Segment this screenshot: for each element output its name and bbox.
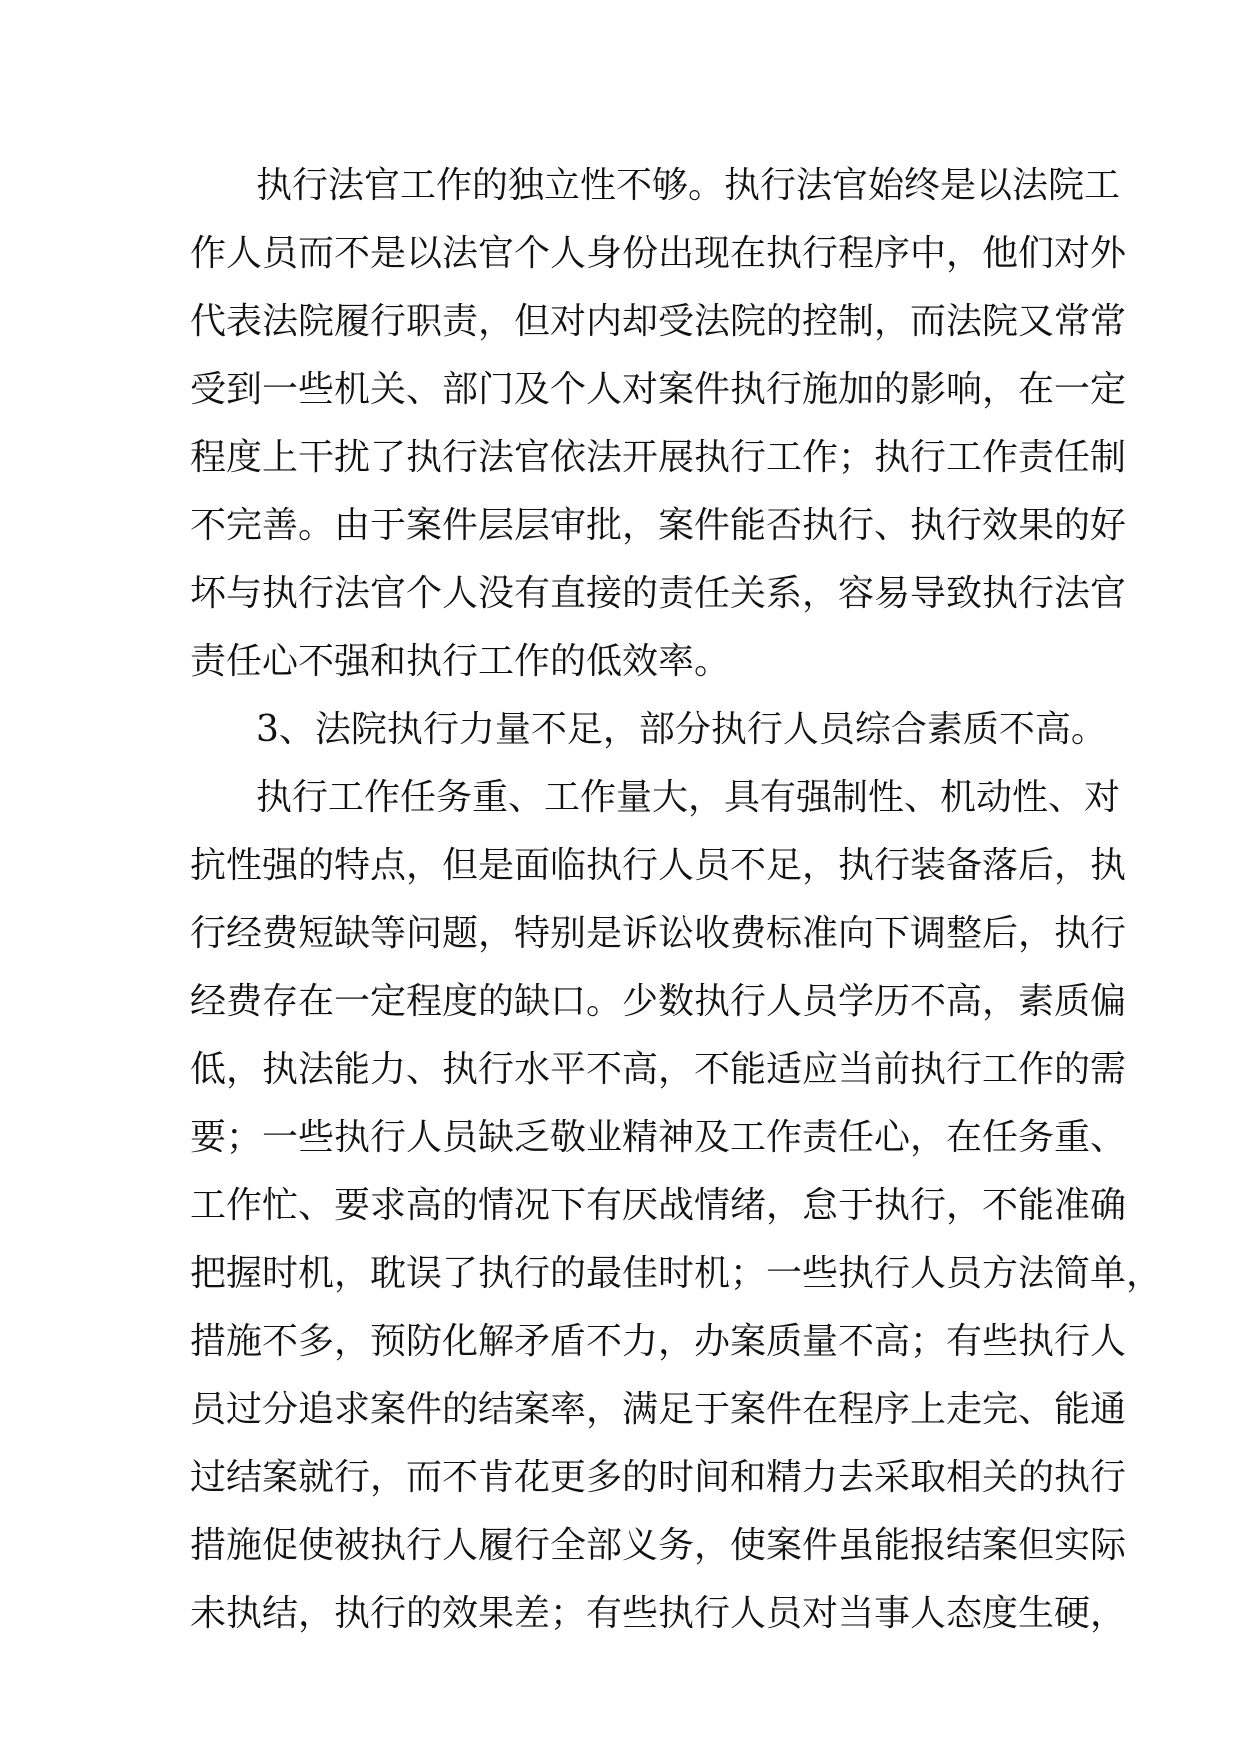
text-line: 不完善。由于案件层层审批，案件能否执行、执行效果的好 <box>190 505 1127 546</box>
text-line: 代表法院履行职责，但对内却受法院的控制，而法院又常常 <box>190 301 1127 342</box>
text-line: 低，执法能力、执行水平不高，不能适应当前执行工作的需 <box>190 1049 1127 1090</box>
document-body <box>190 152 1163 1648</box>
text-line: 行经费短缺等问题，特别是诉讼收费标准向下调整后，执行 <box>190 913 1127 954</box>
text-line: 未执结，执行的效果差；有些执行人员对当事人态度生硬， <box>190 1593 1127 1634</box>
text-line: 员过分追求案件的结案率，满足于案件在程序上走完、能通 <box>190 1389 1127 1430</box>
section-heading: 3、法院执行力量不足，部分执行人员综合素质不高。 <box>256 709 1107 750</box>
text-line: 作人员而不是以法官个人身份出现在执行程序中，他们对外 <box>190 233 1127 274</box>
text-line: 过结案就行，而不肯花更多的时间和精力去采取相关的执行 <box>190 1457 1127 1498</box>
text-line: 抗性强的特点，但是面临执行人员不足，执行装备落后，执 <box>190 845 1127 886</box>
text-line: 程度上干扰了执行法官依法开展执行工作；执行工作责任制 <box>190 437 1127 478</box>
text-line: 执行法官工作的独立性不够。执行法官始终是以法院工 <box>256 165 1121 206</box>
text-line: 责任心不强和执行工作的低效率。 <box>190 641 731 682</box>
text-line: 措施促使被执行人履行全部义务，使案件虽能报结案但实际 <box>190 1525 1127 1566</box>
text-line: 执行工作任务重、工作量大，具有强制性、机动性、对 <box>256 777 1121 818</box>
text-line: 措施不多，预防化解矛盾不力，办案质量不高；有些执行人 <box>190 1321 1127 1362</box>
text-line: 受到一些机关、部门及个人对案件执行施加的影响，在一定 <box>190 369 1127 410</box>
text-line: 经费存在一定程度的缺口。少数执行人员学历不高，素质偏 <box>190 981 1127 1022</box>
text-line: 把握时机，耽误了执行的最佳时机；一些执行人员方法简单， <box>190 1253 1163 1294</box>
text-line: 工作忙、要求高的情况下有厌战情绪，怠于执行，不能准确 <box>190 1185 1127 1226</box>
text-line: 要；一些执行人员缺乏敬业精神及工作责任心，在任务重、 <box>190 1117 1127 1158</box>
text-line: 坏与执行法官个人没有直接的责任关系，容易导致执行法官 <box>190 573 1127 614</box>
